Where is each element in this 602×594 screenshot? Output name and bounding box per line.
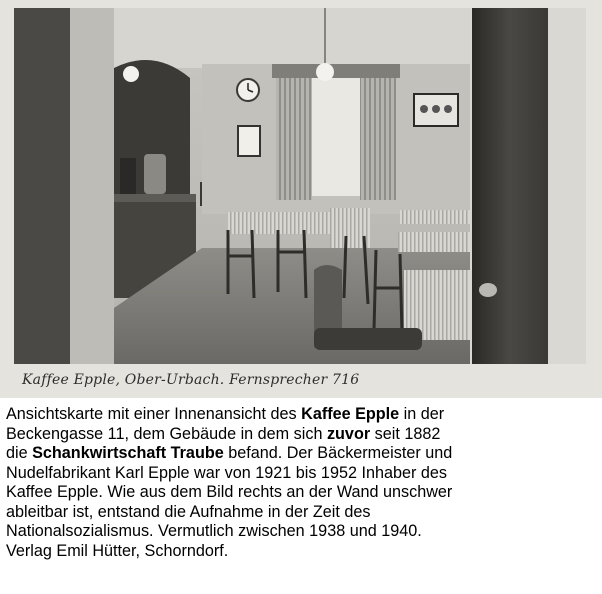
description-line	[6, 522, 598, 542]
description-line	[6, 503, 598, 523]
description-text-run: Ansichtskarte mit einer Innenansicht des	[6, 405, 302, 423]
description-text-run: Verlag Emil Hütter, Schorndorf.	[6, 541, 229, 560]
description-text	[6, 405, 598, 561]
cafe-interior-photo	[14, 8, 586, 364]
description-bold-text: zuvor	[326, 424, 371, 443]
description-text-run: seit 1882	[370, 424, 441, 443]
description-line	[6, 483, 598, 503]
description-line	[6, 542, 598, 562]
postcard-caption: Kaffee Epple, Ober-Urbach. Fernsprecher 716	[22, 372, 360, 388]
description-text-run: befand. Der Bäckermeister und	[223, 444, 453, 462]
description-bold-text: Kaffee Epple	[301, 405, 400, 423]
description-line	[6, 425, 598, 445]
description-text-run: Nationalsozialismus. Vermutlich zwischen 1938 und 1940.	[6, 522, 422, 540]
description-text-run: Beckengasse 11, dem Gebäude in dem sich	[6, 424, 327, 443]
description-line	[6, 464, 598, 484]
description-text-run: Nudelfabrikant Karl Epple war von 1921 bis 1952 Inhaber des	[6, 463, 447, 482]
description-text-run: ableitbar ist, entstand die Aufnahme in der Zeit des	[6, 502, 371, 521]
description-bold-text: Schankwirtschaft Traube	[32, 444, 224, 462]
description-text-run: in der	[399, 405, 445, 423]
description-line	[6, 405, 598, 425]
description-line	[6, 444, 598, 464]
description-text-run: Kaffee Epple. Wie aus dem Bild rechts an der Wand unschwer	[6, 483, 453, 501]
description-text-run: die	[6, 444, 33, 462]
